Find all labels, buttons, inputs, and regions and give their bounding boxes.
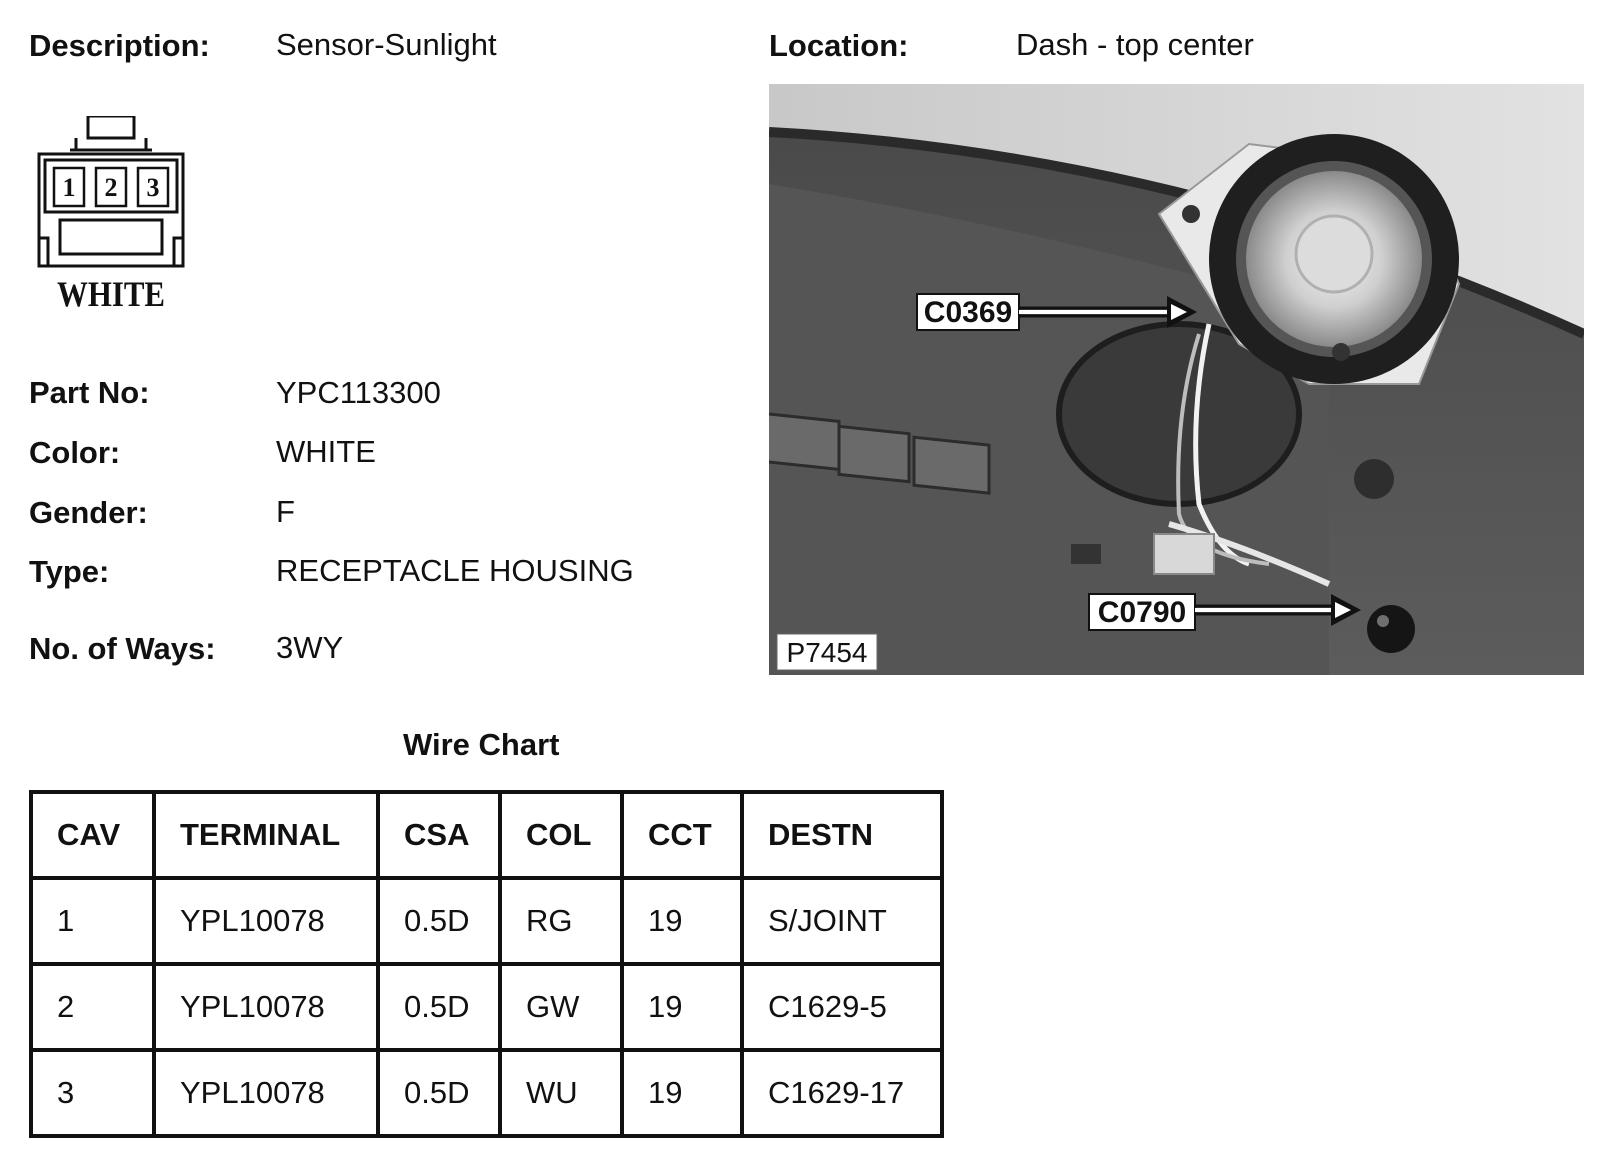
table-cell: 0.5D: [378, 1050, 500, 1136]
callout-c0369: C0369: [923, 296, 1013, 329]
table-cell: C1629-5: [742, 964, 942, 1050]
table-cell: S/JOINT: [742, 878, 942, 964]
pin-1-label: 1: [62, 173, 76, 202]
column-header: COL: [500, 792, 622, 878]
part-no-value: YPC113300: [276, 375, 441, 410]
location-photo: [769, 84, 1584, 675]
table-cell: 19: [622, 964, 742, 1050]
column-header: CSA: [378, 792, 500, 878]
description-value: Sensor-Sunlight: [276, 27, 497, 62]
table-cell: 1: [31, 878, 154, 964]
column-header: CAV: [31, 792, 154, 878]
column-header: TERMINAL: [154, 792, 378, 878]
photo-reference: P7454: [786, 637, 868, 668]
table-cell: C1629-17: [742, 1050, 942, 1136]
location-label: Location:: [769, 28, 909, 63]
ways-label: No. of Ways:: [29, 631, 216, 666]
ways-value: 3WY: [276, 630, 344, 665]
gender-label: Gender:: [29, 495, 148, 530]
table-cell: 2: [31, 964, 154, 1050]
table-row: [31, 1050, 942, 1136]
table-cell: YPL10078: [154, 1050, 378, 1136]
part-no-label: Part No:: [29, 375, 150, 410]
gender-value: F: [276, 494, 295, 529]
connector-face-diagram: [36, 116, 186, 316]
table-cell: WU: [500, 1050, 622, 1136]
table-cell: YPL10078: [154, 878, 378, 964]
table-row: [31, 878, 942, 964]
table-cell: YPL10078: [154, 964, 378, 1050]
column-header: DESTN: [742, 792, 942, 878]
table-cell: 19: [622, 878, 742, 964]
location-value: Dash - top center: [1016, 27, 1254, 62]
color-label: Color:: [29, 435, 121, 470]
callout-c0790: C0790: [1097, 596, 1187, 629]
column-header: CCT: [622, 792, 742, 878]
table-cell: 0.5D: [378, 878, 500, 964]
type-value: RECEPTACLE HOUSING: [276, 553, 634, 588]
pin-3-label: 3: [146, 173, 160, 202]
table-header-row: [31, 792, 942, 878]
table-cell: GW: [500, 964, 622, 1050]
connector-color-text: WHITE: [57, 274, 165, 314]
table-cell: 3: [31, 1050, 154, 1136]
wire-chart-table: [29, 790, 944, 1138]
pin-2-label: 2: [104, 173, 118, 202]
table-row: [31, 964, 942, 1050]
color-value: WHITE: [276, 434, 376, 469]
table-cell: 0.5D: [378, 964, 500, 1050]
table-cell: RG: [500, 878, 622, 964]
description-label: Description:: [29, 28, 210, 63]
wire-chart-title: Wire Chart: [403, 727, 560, 762]
table-cell: 19: [622, 1050, 742, 1136]
type-label: Type:: [29, 554, 110, 589]
